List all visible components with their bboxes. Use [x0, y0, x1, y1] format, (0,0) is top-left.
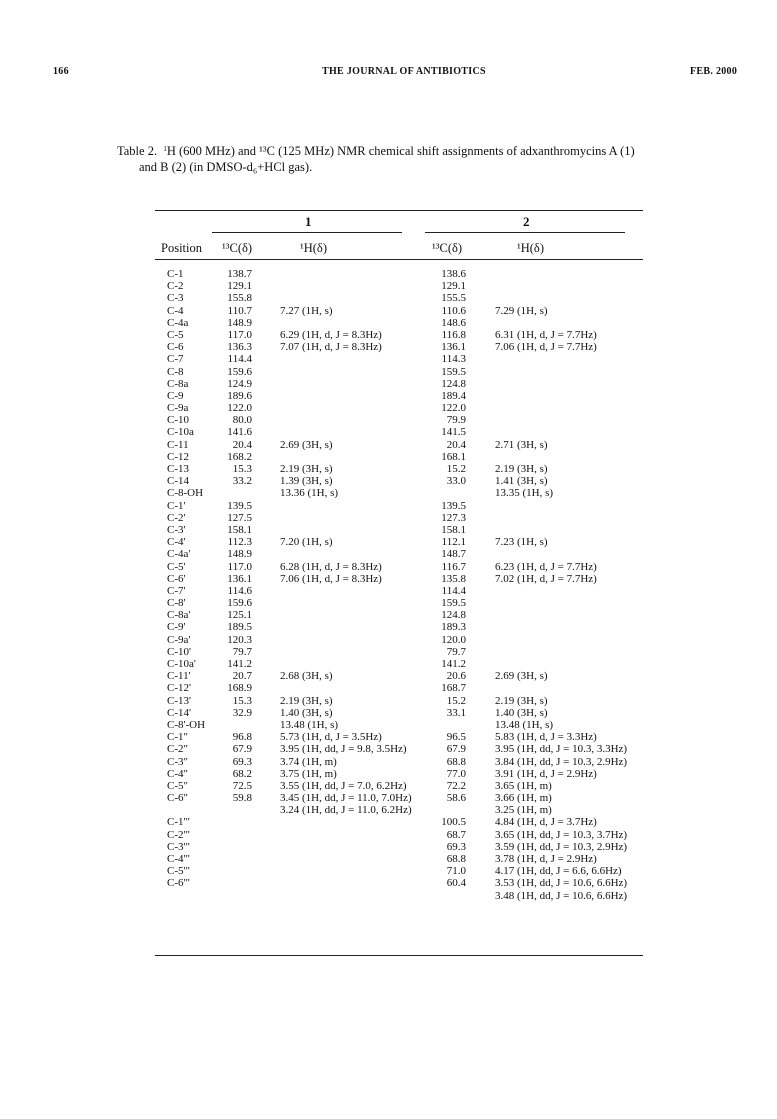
cell-h1-compound-2: 2.19 (3H, s) [495, 694, 548, 707]
table-row [0, 646, 777, 658]
cell-position: C-13' [167, 694, 191, 707]
cell-h1-compound-1: 1.40 (3H, s) [280, 706, 333, 719]
cell-c13-compound-2: 135.8 [441, 572, 466, 585]
cell-position: C-5'" [167, 865, 190, 878]
table-row [0, 695, 777, 707]
cell-position: C-1'" [167, 816, 190, 829]
cell-h1-compound-1: 7.06 (1H, d, J = 8.3Hz) [280, 572, 382, 585]
cell-c13-compound-2: 68.8 [446, 853, 466, 865]
cell-position: C-14 [167, 475, 189, 488]
table-row [0, 317, 777, 329]
table-row [0, 877, 777, 889]
cell-c13-compound-2: 114.4 [441, 584, 466, 597]
table-row [0, 512, 777, 524]
cell-position: C-3'" [167, 840, 190, 853]
cell-c13-compound-1: 189.5 [227, 621, 252, 634]
cell-c13-compound-1: 159.6 [227, 365, 252, 378]
table-top-rule [155, 210, 643, 211]
cell-c13-compound-1: 80.0 [232, 414, 252, 427]
cell-c13-compound-2: 124.8 [441, 609, 466, 622]
cell-h1-compound-2: 3.95 (1H, dd, J = 10.3, 3.3Hz) [495, 743, 628, 756]
cell-c13-compound-1: 120.3 [227, 633, 252, 646]
cell-c13-compound-2: 67.9 [446, 743, 466, 756]
cell-c13-compound-2: 96.5 [446, 731, 466, 744]
cell-h1-compound-1: 7.27 (1H, s) [280, 304, 333, 317]
cell-position: C-11' [167, 670, 191, 683]
cell-position: C-2 [167, 280, 184, 293]
header-h1-compound-1: ¹H(δ) [300, 241, 327, 255]
table-row [0, 634, 777, 646]
table-row [0, 658, 777, 670]
cell-c13-compound-2: 189.3 [441, 621, 466, 634]
cell-h1-compound-2: 1.40 (3H, s) [495, 706, 548, 719]
cell-position: C-1" [167, 731, 188, 744]
cell-c13-compound-2: 60.4 [446, 877, 466, 890]
cell-position: C-8' [167, 597, 186, 610]
cell-c13-compound-1: 158.1 [227, 523, 252, 536]
table-row [0, 682, 777, 694]
table-row [0, 731, 777, 743]
caption-label: Table 2. [117, 144, 158, 158]
cell-c13-compound-2: 141.5 [441, 426, 466, 439]
caption-line-1: H (600 MHz) and ¹³C (125 MHz) NMR chemical shift assignments of adxanthromycins A (1) [166, 144, 635, 158]
cell-position: C-3 [167, 292, 184, 305]
compound-1-heading: 1 [305, 214, 312, 229]
cell-position: C-8a' [167, 609, 191, 622]
cell-h1-compound-2: 3.59 (1H, dd, J = 10.3, 2.9Hz) [495, 840, 628, 853]
cell-h1-compound-1: 7.20 (1H, s) [280, 536, 333, 549]
cell-position: C-3' [167, 523, 186, 536]
cell-h1-compound-2: 6.23 (1H, d, J = 7.7Hz) [495, 560, 597, 573]
table-row [0, 621, 777, 633]
cell-position: C-5" [167, 779, 188, 792]
cell-c13-compound-2: 148.6 [441, 316, 466, 329]
table-row [0, 475, 777, 487]
table-row [0, 390, 777, 402]
cell-position: C-2" [167, 743, 188, 756]
cell-h1-compound-2: 1.41 (3H, s) [495, 475, 548, 488]
table-row [0, 353, 777, 365]
cell-position: C-6 [167, 341, 184, 354]
header-position: Position [161, 241, 202, 255]
cell-c13-compound-2: 100.5 [441, 816, 466, 829]
cell-c13-compound-1: 136.3 [227, 341, 252, 354]
cell-c13-compound-1: 168.2 [227, 450, 252, 463]
cell-position: C-6" [167, 792, 188, 805]
table-row [0, 280, 777, 292]
cell-h1-compound-2: 7.23 (1H, s) [495, 536, 548, 549]
table-row [0, 329, 777, 341]
cell-h1-compound-2: 13.35 (1H, s) [495, 487, 554, 500]
cell-position: C-2' [167, 511, 186, 524]
cell-c13-compound-1: 168.9 [227, 682, 252, 695]
cell-position: C-9 [167, 389, 184, 402]
cell-c13-compound-2: 124.8 [441, 377, 466, 390]
cell-position: C-4 [167, 304, 184, 317]
table-row [0, 804, 777, 816]
compound-2-heading: 2 [523, 214, 530, 229]
cell-c13-compound-2: 158.1 [441, 523, 466, 536]
cell-c13-compound-2: 141.2 [441, 658, 466, 670]
cell-c13-compound-2: 58.6 [446, 792, 466, 805]
cell-c13-compound-1: 96.8 [232, 731, 252, 744]
table-row [0, 524, 777, 536]
group-2-rule [425, 232, 625, 233]
cell-position: C-6' [167, 572, 186, 585]
cell-c13-compound-2: 68.8 [446, 755, 466, 768]
table-row [0, 816, 777, 828]
table-row [0, 366, 777, 378]
table-row [0, 439, 777, 451]
cell-position: C-8'-OH [167, 718, 206, 731]
cell-c13-compound-1: 127.5 [227, 511, 252, 524]
cell-position: C-12' [167, 682, 191, 695]
cell-position: C-12 [167, 450, 189, 463]
table-row [0, 268, 777, 280]
cell-position: C-5' [167, 560, 186, 573]
cell-position: C-4a [167, 316, 189, 329]
cell-c13-compound-2: 79.9 [446, 414, 466, 427]
cell-h1-compound-1: 3.45 (1H, dd, J = 11.0, 7.0Hz) [280, 792, 412, 805]
cell-c13-compound-1: 112.3 [227, 536, 252, 549]
cell-position: C-2'" [167, 828, 190, 841]
cell-position: C-9a' [167, 633, 191, 646]
cell-position: C-1' [167, 499, 186, 512]
cell-position: C-8a [167, 377, 189, 390]
journal-title: THE JOURNAL OF ANTIBIOTICS [322, 66, 486, 77]
cell-h1-compound-2: 3.65 (1H, dd, J = 10.3, 3.7Hz) [495, 828, 628, 841]
cell-c13-compound-1: 32.9 [232, 706, 252, 719]
cell-c13-compound-2: 69.3 [446, 840, 466, 853]
cell-h1-compound-2: 3.66 (1H, m) [495, 792, 552, 805]
cell-position: C-11 [167, 438, 189, 451]
table-row [0, 829, 777, 841]
cell-c13-compound-2: 68.7 [446, 828, 466, 841]
cell-c13-compound-1: 67.9 [232, 743, 252, 756]
cell-h1-compound-2: 3.25 (1H, m) [495, 804, 552, 817]
cell-h1-compound-2: 4.84 (1H, d, J = 3.7Hz) [495, 816, 597, 829]
cell-h1-compound-2: 2.69 (3H, s) [495, 670, 548, 683]
cell-c13-compound-1: 15.3 [232, 463, 252, 475]
table-row [0, 756, 777, 768]
cell-position: C-8 [167, 365, 184, 378]
cell-c13-compound-1: 117.0 [227, 328, 252, 341]
cell-c13-compound-2: 77.0 [446, 767, 466, 780]
table-row [0, 597, 777, 609]
cell-position: C-8-OH [167, 487, 204, 500]
cell-c13-compound-1: 114.6 [227, 584, 252, 597]
cell-h1-compound-2: 4.17 (1H, dd, J = 6.6, 6.6Hz) [495, 865, 622, 878]
cell-h1-compound-1: 3.75 (1H, m) [280, 767, 337, 780]
cell-position: C-7' [167, 584, 186, 597]
cell-position: C-4'" [167, 853, 190, 865]
cell-h1-compound-1: 3.24 (1H, dd, J = 11.0, 6.2Hz) [280, 804, 412, 817]
cell-h1-compound-1: 5.73 (1H, d, J = 3.5Hz) [280, 731, 382, 744]
cell-h1-compound-2: 7.29 (1H, s) [495, 304, 548, 317]
table-row [0, 341, 777, 353]
cell-c13-compound-1: 68.2 [232, 767, 252, 780]
cell-position: C-14' [167, 706, 191, 719]
cell-h1-compound-1: 2.19 (3H, s) [280, 463, 333, 475]
cell-h1-compound-2: 3.78 (1H, d, J = 2.9Hz) [495, 853, 597, 865]
cell-h1-compound-2: 3.53 (1H, dd, J = 10.6, 6.6Hz) [495, 877, 628, 890]
table-row [0, 573, 777, 585]
table-row [0, 487, 777, 499]
cell-position: C-1 [167, 268, 184, 280]
cell-c13-compound-1: 79.7 [232, 645, 252, 658]
cell-c13-compound-2: 159.5 [441, 597, 466, 610]
cell-position: C-10a' [167, 658, 196, 670]
table-row [0, 536, 777, 548]
cell-h1-compound-1: 2.19 (3H, s) [280, 694, 333, 707]
cell-c13-compound-2: 33.1 [446, 706, 466, 719]
table-row [0, 707, 777, 719]
table-row [0, 719, 777, 731]
cell-c13-compound-1: 141.2 [227, 658, 252, 670]
cell-h1-compound-1: 3.74 (1H, m) [280, 755, 337, 768]
table-row [0, 463, 777, 475]
table-row [0, 841, 777, 853]
cell-c13-compound-1: 159.6 [227, 597, 252, 610]
cell-h1-compound-1: 2.68 (3H, s) [280, 670, 333, 683]
cell-c13-compound-2: 20.4 [446, 438, 466, 451]
cell-c13-compound-1: 189.6 [227, 389, 252, 402]
cell-position: C-7 [167, 353, 184, 366]
table-row [0, 865, 777, 877]
cell-c13-compound-2: 33.0 [446, 475, 466, 488]
issue-date: FEB. 2000 [690, 66, 738, 77]
group-1-rule [212, 232, 402, 233]
cell-c13-compound-1: 110.7 [227, 304, 252, 317]
table-row [0, 414, 777, 426]
cell-c13-compound-2: 189.4 [441, 389, 466, 402]
cell-c13-compound-1: 155.8 [227, 292, 252, 305]
cell-c13-compound-1: 136.1 [227, 572, 252, 585]
cell-h1-compound-2: 7.02 (1H, d, J = 7.7Hz) [495, 572, 597, 585]
table-body [0, 268, 777, 902]
cell-h1-compound-1: 3.55 (1H, dd, J = 7.0, 6.2Hz) [280, 779, 407, 792]
cell-c13-compound-2: 112.1 [441, 536, 466, 549]
cell-c13-compound-2: 148.7 [441, 548, 466, 561]
cell-h1-compound-2: 6.31 (1H, d, J = 7.7Hz) [495, 328, 597, 341]
cell-c13-compound-1: 20.7 [232, 670, 252, 683]
cell-c13-compound-2: 122.0 [441, 402, 466, 415]
cell-c13-compound-1: 129.1 [227, 280, 252, 293]
table-row [0, 743, 777, 755]
cell-c13-compound-1: 117.0 [227, 560, 252, 573]
cell-c13-compound-1: 141.6 [227, 426, 252, 439]
cell-h1-compound-1: 2.69 (3H, s) [280, 438, 333, 451]
header-c13-compound-2: ¹³C(δ) [432, 241, 463, 255]
cell-c13-compound-2: 72.2 [446, 779, 466, 792]
cell-c13-compound-1: 139.5 [227, 499, 252, 512]
cell-position: C-6'" [167, 877, 190, 890]
cell-position: C-10 [167, 414, 189, 427]
table-caption [117, 143, 717, 175]
cell-c13-compound-2: 71.0 [446, 865, 466, 878]
cell-h1-compound-2: 7.06 (1H, d, J = 7.7Hz) [495, 341, 597, 354]
cell-h1-compound-2: 2.19 (3H, s) [495, 463, 548, 475]
cell-c13-compound-1: 124.9 [227, 377, 252, 390]
cell-c13-compound-2: 129.1 [441, 280, 466, 293]
cell-c13-compound-1: 148.9 [227, 316, 252, 329]
cell-c13-compound-1: 148.9 [227, 548, 252, 561]
cell-h1-compound-1: 13.48 (1H, s) [280, 718, 339, 731]
cell-c13-compound-1: 114.4 [227, 353, 252, 366]
header-h1-compound-2: ¹H(δ) [517, 241, 544, 255]
cell-h1-compound-1: 13.36 (1H, s) [280, 487, 339, 500]
cell-c13-compound-2: 159.5 [441, 365, 466, 378]
cell-c13-compound-2: 136.1 [441, 341, 466, 354]
cell-h1-compound-1: 7.07 (1H, d, J = 8.3Hz) [280, 341, 382, 354]
header-bottom-rule [155, 259, 643, 260]
cell-c13-compound-2: 15.2 [446, 694, 466, 707]
cell-h1-compound-2: 5.83 (1H, d, J = 3.3Hz) [495, 731, 597, 744]
cell-c13-compound-2: 116.7 [441, 560, 466, 573]
cell-h1-compound-2: 3.65 (1H, m) [495, 779, 552, 792]
cell-h1-compound-2: 2.71 (3H, s) [495, 438, 548, 451]
cell-c13-compound-2: 15.2 [446, 463, 466, 475]
cell-h1-compound-2: 3.91 (1H, d, J = 2.9Hz) [495, 767, 597, 780]
table-row [0, 402, 777, 414]
table-row [0, 768, 777, 780]
cell-c13-compound-1: 69.3 [232, 755, 252, 768]
cell-h1-compound-2: 13.48 (1H, s) [495, 718, 554, 731]
header-c13-compound-1: ¹³C(δ) [222, 241, 253, 255]
cell-c13-compound-2: 79.7 [446, 645, 466, 658]
cell-position: C-10' [167, 645, 191, 658]
cell-c13-compound-2: 155.5 [441, 292, 466, 305]
cell-position: C-4" [167, 767, 188, 780]
caption-line-2: and B (2) (in DMSO-d₆+HCl gas). [139, 160, 313, 174]
cell-position: C-5 [167, 328, 184, 341]
table-row [0, 853, 777, 865]
cell-c13-compound-1: 15.3 [232, 694, 252, 707]
cell-c13-compound-2: 168.7 [441, 682, 466, 695]
cell-position: C-13 [167, 463, 189, 475]
cell-position: C-10a [167, 426, 194, 439]
cell-position: C-4' [167, 536, 186, 549]
table-row [0, 792, 777, 804]
cell-c13-compound-1: 138.7 [227, 268, 252, 280]
cell-c13-compound-2: 20.6 [446, 670, 466, 683]
table-row [0, 890, 777, 902]
cell-position: C-9' [167, 621, 186, 634]
cell-c13-compound-2: 110.6 [441, 304, 466, 317]
cell-c13-compound-2: 120.0 [441, 633, 466, 646]
table-row [0, 609, 777, 621]
table-row [0, 305, 777, 317]
table-row [0, 500, 777, 512]
cell-h1-compound-1: 1.39 (3H, s) [280, 475, 333, 488]
cell-c13-compound-2: 127.3 [441, 511, 466, 524]
cell-h1-compound-1: 6.29 (1H, d, J = 8.3Hz) [280, 328, 382, 341]
table-row [0, 561, 777, 573]
table-row [0, 292, 777, 304]
caption-sup: 1 [163, 145, 167, 153]
cell-c13-compound-2: 139.5 [441, 499, 466, 512]
table-row [0, 426, 777, 438]
table-bottom-rule [155, 955, 643, 956]
cell-h1-compound-2: 3.48 (1H, dd, J = 10.6, 6.6Hz) [495, 889, 628, 902]
cell-c13-compound-1: 72.5 [232, 779, 252, 792]
cell-h1-compound-1: 3.95 (1H, dd, J = 9.8, 3.5Hz) [280, 743, 407, 756]
cell-h1-compound-1: 6.28 (1H, d, J = 8.3Hz) [280, 560, 382, 573]
cell-c13-compound-2: 168.1 [441, 450, 466, 463]
table-row [0, 451, 777, 463]
cell-c13-compound-1: 20.4 [232, 438, 252, 451]
cell-c13-compound-1: 125.1 [227, 609, 252, 622]
cell-c13-compound-1: 122.0 [227, 402, 252, 415]
cell-c13-compound-2: 114.3 [441, 353, 466, 366]
cell-position: C-4a' [167, 548, 191, 561]
cell-c13-compound-2: 138.6 [441, 268, 466, 280]
cell-position: C-3" [167, 755, 188, 768]
cell-h1-compound-2: 3.84 (1H, dd, J = 10.3, 2.9Hz) [495, 755, 628, 768]
table-row [0, 585, 777, 597]
table-row [0, 780, 777, 792]
table-row [0, 548, 777, 560]
table-row [0, 670, 777, 682]
cell-c13-compound-1: 33.2 [232, 475, 252, 488]
cell-c13-compound-1: 59.8 [232, 792, 252, 805]
cell-c13-compound-2: 116.8 [441, 328, 466, 341]
page-number: 166 [53, 66, 69, 77]
table-row [0, 378, 777, 390]
cell-position: C-9a [167, 402, 189, 415]
